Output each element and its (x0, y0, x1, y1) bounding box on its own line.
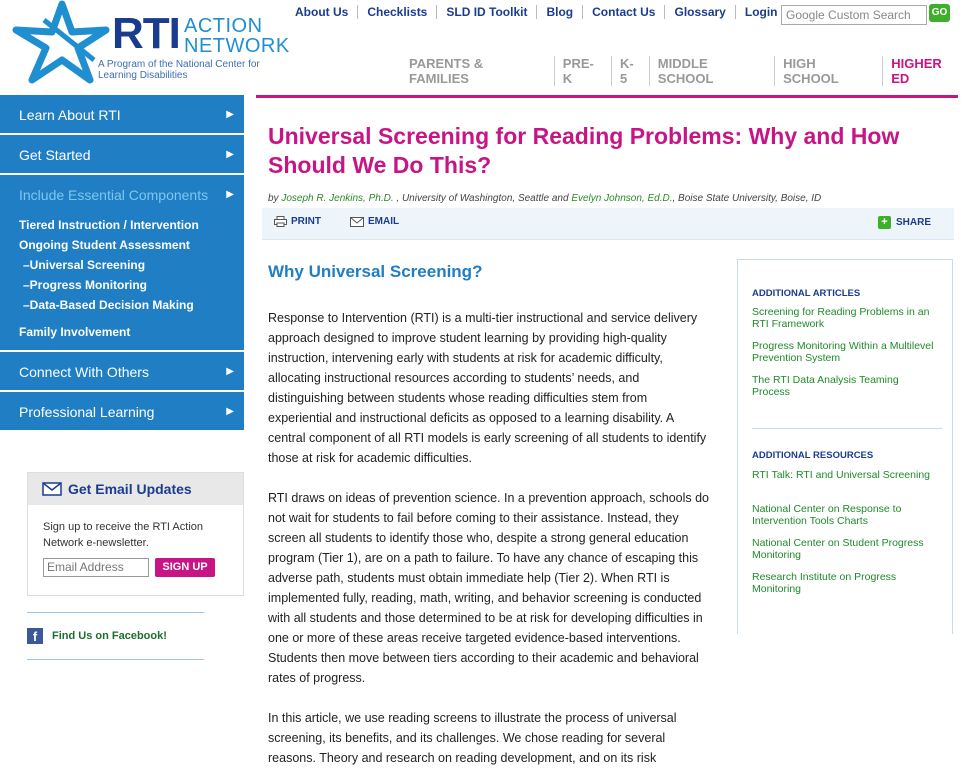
byline (268, 193, 821, 204)
email-article-button[interactable] (350, 216, 399, 227)
level-higher-ed[interactable]: HIGHER ED (882, 56, 971, 86)
plus-icon: + (878, 216, 891, 229)
sidebar-section-essential-components (0, 175, 244, 352)
logo-network-text: NETWORK (184, 35, 290, 57)
related-resources-panel (737, 259, 953, 634)
print-label: PRINT (291, 216, 321, 227)
additional-resources-heading: ADDITIONAL RESOURCES (752, 450, 874, 461)
author-link-johnson[interactable]: Evelyn Johnson, Ed.D. (571, 193, 673, 204)
email-updates-box (27, 472, 244, 596)
page-title: Universal Screening for Reading Problems: Why and How Should We Do This? (268, 123, 900, 178)
additional-articles-heading: ADDITIONAL ARTICLES (752, 288, 861, 299)
sign-up-button[interactable]: SIGN UP (155, 558, 215, 577)
top-nav (286, 5, 787, 19)
article-paragraph: Response to Intervention (RTI) is a multi-tier instructional and service delivery approach designed to improve student learning by providing high-quality instruction, intervening early with students at risk for academic difficulty, allocating instructional resources according to students’ needs, and distinguishing between students whose reading difficulties stem from experiential and instructional deficits as opposed to a learning disability. A central component of all RTI models is early screening of all students to identify those at risk for academic difficulties. (268, 311, 707, 465)
sidebar-subitem-data-based-decision[interactable]: –Data-Based Decision Making (23, 298, 194, 312)
sidebar-subitem-ongoing-assessment[interactable]: Ongoing Student Assessment (19, 238, 190, 252)
printer-icon (274, 216, 287, 227)
logo-rti-text: RTI (112, 9, 180, 58)
article-toolbar (262, 208, 954, 240)
panel-divider (752, 428, 942, 429)
sidebar-item-label: Get Started (19, 147, 91, 163)
email-label: EMAIL (368, 216, 400, 227)
level-high-school[interactable]: HIGH SCHOOL (774, 56, 882, 86)
email-updates-header (28, 473, 243, 505)
share-button[interactable] (878, 216, 931, 229)
author-affiliation: , University of Washington, Seattle and (396, 193, 569, 204)
sidebar-item-label: Professional Learning (19, 404, 155, 420)
sidebar-item-label: Include Essential Components (19, 187, 209, 203)
logo-action-text: ACTION (184, 15, 263, 37)
nav-about-us[interactable]: About Us (295, 5, 349, 19)
email-updates-text: Sign up to receive the RTI Action Network e-newsletter. (43, 521, 203, 549)
print-button[interactable] (274, 216, 321, 227)
share-label: SHARE (896, 217, 932, 228)
content-top-rule (256, 95, 958, 98)
email-updates-title: Get Email Updates (68, 481, 192, 497)
related-article-link[interactable]: The RTI Data Analysis Teaming Process (752, 374, 899, 398)
related-resource-link[interactable]: National Center on Student Progress Monitoring (752, 537, 924, 561)
section-heading: Why Universal Screening? (268, 262, 483, 281)
sidebar-item-get-started[interactable] (0, 135, 244, 175)
sidebar-subitem-tiered-instruction[interactable]: Tiered Instruction / Intervention (19, 218, 199, 232)
nav-glossary[interactable]: Glossary (664, 5, 734, 19)
level-parents-families[interactable]: PARENTS & FAMILIES (409, 56, 484, 86)
related-article-link[interactable]: Progress Monitoring Within a Multilevel Prevention System (752, 340, 934, 364)
facebook-label: Find Us on Facebook! (52, 630, 167, 642)
envelope-icon (42, 482, 62, 496)
article-paragraph: RTI draws on ideas of prevention science. In a prevention approach, schools do not wait for students to fail before coming to their assistance. Instead, they screen all students to identify those who, despite a strong general education program (Tier 1), are on a path to failure. To have any chance of escaping this adverse path, students must obtain immediate help (Tier 2). When RTI is implemented fully, reading, math, writing, and behavior screening is conducted with all students and those determined to be at risk for developing difficulties in one or more of these areas receive targeted evidence-based interventions. Students then move between tiers according to their academic and behavioral rates of progress. (268, 491, 710, 685)
search-input[interactable]: Google Custom Search (781, 5, 927, 25)
article-paragraph: In this article, we use reading screens to illustrate the process of universal screening, its benefits, and its challenges. We chose reading for several reasons. Theory and research on reading development, and on its risk (268, 711, 677, 765)
related-resource-link[interactable]: RTI Talk: RTI and Universal Screening (752, 469, 930, 481)
sidebar-item-connect-with-others[interactable] (0, 352, 244, 392)
nav-checklists[interactable]: Checklists (357, 5, 436, 19)
level-pre-k[interactable]: PRE-K (554, 56, 611, 86)
chevron-right-icon: ▶ (226, 189, 234, 200)
related-resource-link[interactable]: National Center on Response to Intervention Tools Charts (752, 503, 902, 527)
logo-tagline: A Program of the National Center for Learning Disabilities (98, 59, 260, 81)
author-affiliation: , Boise State University, Boise, ID (672, 193, 822, 204)
facebook-icon: f (27, 628, 43, 644)
chevron-right-icon: ▶ (226, 149, 234, 160)
sidebar (0, 95, 244, 432)
nav-contact-us[interactable]: Contact Us (582, 5, 664, 19)
sidebar-subitem-progress-monitoring[interactable]: –Progress Monitoring (23, 278, 148, 292)
level-k-5[interactable]: K-5 (611, 56, 649, 86)
sidebar-item-professional-learning[interactable] (0, 392, 244, 432)
nav-login[interactable]: Login (735, 5, 787, 19)
level-nav (401, 56, 971, 86)
nav-blog[interactable]: Blog (536, 5, 582, 19)
sidebar-item-learn-about-rti[interactable] (0, 95, 244, 135)
facebook-link[interactable] (27, 612, 204, 660)
related-article-link[interactable]: Screening for Reading Problems in an RTI Framework (752, 306, 930, 330)
sidebar-item-label: Connect With Others (19, 364, 149, 380)
site-logo[interactable] (14, 0, 290, 84)
sidebar-item-include-essential-components[interactable] (0, 175, 244, 215)
nav-sld-id-toolkit[interactable]: SLD ID Toolkit (436, 5, 536, 19)
sidebar-subitem-universal-screening[interactable]: –Universal Screening (23, 258, 146, 272)
byline-by: by (268, 193, 279, 204)
chevron-right-icon: ▶ (226, 366, 234, 377)
chevron-right-icon: ▶ (226, 109, 234, 120)
sidebar-item-label: Learn About RTI (19, 107, 121, 123)
author-link-jenkins[interactable]: Joseph R. Jenkins, Ph.D. (281, 193, 394, 204)
chevron-right-icon: ▶ (226, 406, 234, 417)
related-resource-link[interactable]: Research Institute on Progress Monitoring (752, 571, 897, 595)
level-middle-school[interactable]: MIDDLE SCHOOL (649, 56, 774, 86)
sidebar-subitem-family-involvement[interactable]: Family Involvement (19, 325, 131, 339)
email-address-input[interactable]: Email Address (43, 558, 149, 577)
search-go-button[interactable]: GO (929, 4, 950, 22)
envelope-icon (350, 217, 364, 227)
